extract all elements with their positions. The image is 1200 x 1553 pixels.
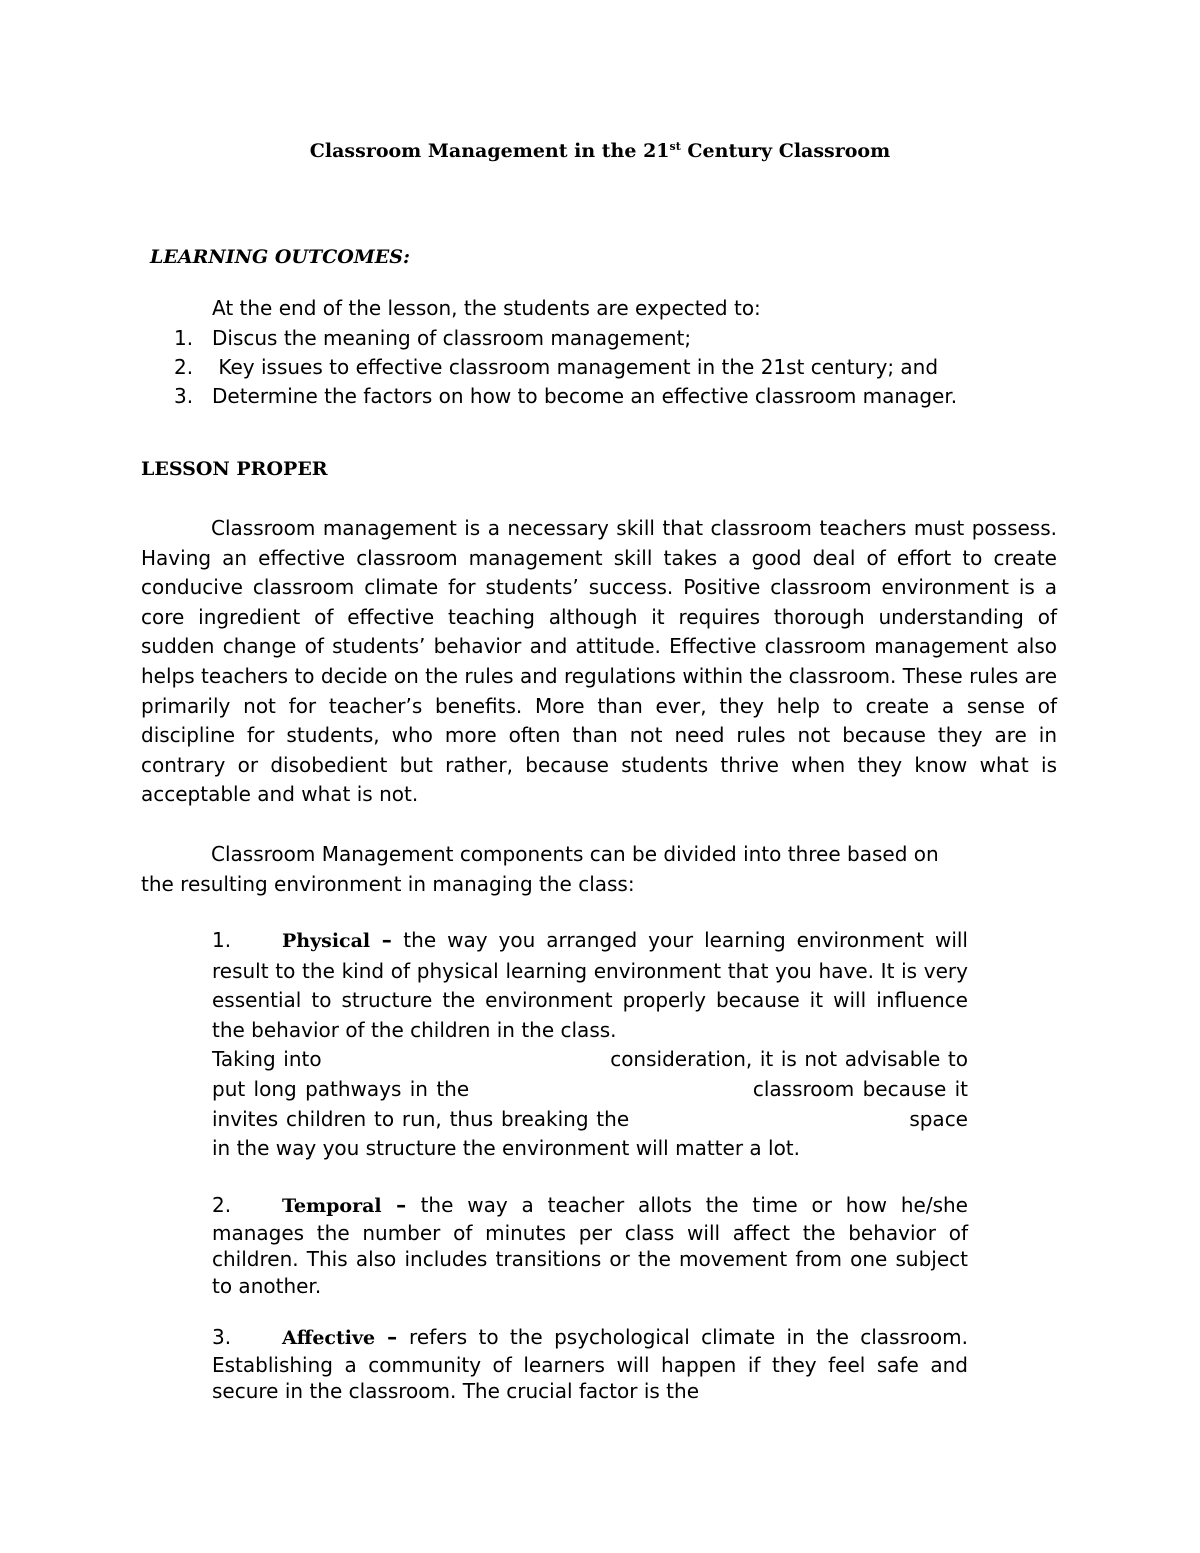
component-term: Temporal xyxy=(282,1195,382,1217)
component-number: 1. xyxy=(212,928,232,952)
component-tail: in the way you structure the environment will matter a lot. xyxy=(212,1136,801,1161)
learning-outcomes-heading: LEARNING OUTCOMES: xyxy=(150,246,411,268)
lesson-proper-heading: LESSON PROPER xyxy=(141,458,328,480)
component-text: the way you arranged your learning environment will result to the kind of physical learning environment that you have. It is very essential to structure the environment properly because it will influence the behavior of the children in the class. xyxy=(212,928,968,1042)
document-title xyxy=(0,140,1200,162)
component-dash: – xyxy=(370,928,404,952)
list-item-number: 2. xyxy=(174,355,194,379)
component-physical xyxy=(212,926,968,1164)
component-number: 2. xyxy=(212,1193,232,1217)
component-gap-line: Taking into consideration, it is not advisable to xyxy=(212,1047,968,1072)
component-term: Affective xyxy=(282,1327,376,1349)
component-dash: – xyxy=(381,1193,421,1217)
title-superscript: st xyxy=(669,140,681,153)
list-item-text: Key issues to effective classroom management in the 21st century; and xyxy=(212,355,939,379)
list-item xyxy=(174,353,957,382)
list-item xyxy=(174,382,957,411)
component-dash: – xyxy=(375,1325,410,1349)
learning-outcomes-list xyxy=(174,324,957,411)
list-item xyxy=(174,324,957,353)
component-temporal xyxy=(212,1192,968,1299)
component-gap-line: invites children to run, thus breaking the space xyxy=(212,1106,968,1131)
component-affective xyxy=(212,1324,968,1405)
list-item-text: Discus the meaning of classroom management; xyxy=(212,326,692,350)
list-item-text: Determine the factors on how to become an effective classroom manager. xyxy=(212,384,958,408)
lesson-paragraph-2: Classroom Management components can be divided into three based on the resulting environment in managing the class: xyxy=(141,842,939,896)
component-text: the way a teacher allots the time or how he/she manages the number of minutes per class will affect the behavior of children. This also includes transitions or the movement from one subject to another. xyxy=(212,1193,968,1298)
learning-outcomes-intro: At the end of the lesson, the students are expected to: xyxy=(212,296,761,320)
list-item-number: 3. xyxy=(174,384,194,408)
component-text: refers to the psychological climate in the classroom. Establishing a community of learners will happen if they feel safe and secure in the classroom. The crucial factor is the xyxy=(212,1325,968,1403)
component-number: 3. xyxy=(212,1325,232,1349)
component-gap-line: put long pathways in the classroom because it xyxy=(212,1076,968,1101)
title-tail: Century Classroom xyxy=(680,140,891,162)
lesson-paragraph-1: Classroom management is a necessary skill that classroom teachers must possess. Having an effective classroom management skill takes a good deal of effort to create conducive classroom climate for students’ success. Positive classroom environment is a core ingredient of effective teaching although it requires thorough understanding of sudden change of students’ behavior and attitude. Effective classroom management also helps teachers to decide on the rules and regulations within the classroom. These rules are primarily not for teacher’s benefits. More than ever, they help to create a sense of discipline for students, who more often than not need rules not because they are in contrary or disobedient but rather, because students thrive when they know what is acceptable and what is not. xyxy=(141,516,1057,807)
component-term: Physical xyxy=(282,930,371,952)
list-item-number: 1. xyxy=(174,326,194,350)
title-main: Classroom Management in the 21 xyxy=(309,140,670,162)
